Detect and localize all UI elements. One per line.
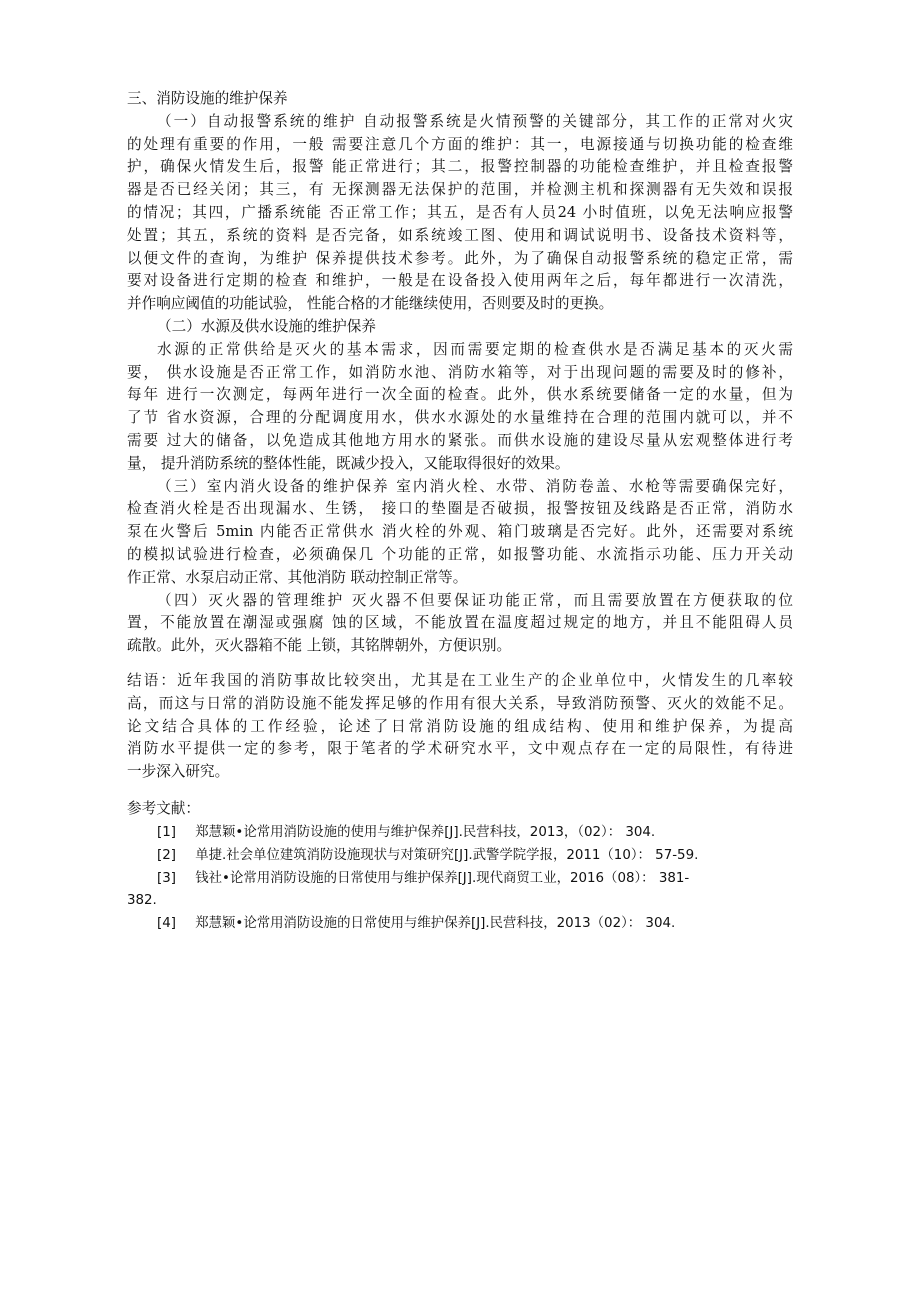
spacer [127,784,793,798]
paragraph-line: 要， 供水设施是否正常工作，如消防水池、消防水箱等，对于出现问题的需要及时的修补， [127,363,793,381]
paragraph-line: 高，而这与日常的消防设施不能发挥足够的作用有很大关系，导致消防预警、灭火的效能不足。 [127,694,793,712]
references-list [127,822,793,936]
paragraph-water-supply [127,339,793,476]
references-title: 参考文献： [127,799,200,817]
paragraph-line: 泵在火警后 5min 内能否正常供水 消火栓的外观、箱门玻璃是否完好。此外，还需要对系统 [127,523,793,541]
paragraph-auto-alarm [127,111,793,316]
reference-item [127,913,793,936]
paragraph-line: 了节 省水资源，合理的分配调度用水，供水水源处的水量维持在合理的范围内就可以，并不 [127,409,793,427]
paragraph-indoor-hydrant [127,476,793,590]
paragraph-line: （三）室内消火设备的维护保养 室内消火栓、水带、消防卷盖、水枪等需要确保完好， [157,477,793,495]
paragraph-line: 论文结合具体的工作经验，论述了日常消防设施的组成结构、使用和维护保养，为提高 [127,717,793,735]
paragraph-line: 需要 过大的储备，以免造成其他地方用水的紧张。而供水设施的建设尽量从宏观整体进行考 [127,431,793,449]
reference-item [127,822,793,845]
conclusion-paragraph [127,670,793,784]
paragraph-line: 结语：近年我国的消防事故比较突出，尤其是在工业生产的企业单位中，火情发生的几率较 [127,671,793,689]
paragraph-line: 作正常、水泵启动正常、其他消防 联动控制正常等。 [127,568,468,586]
subsection-heading-water: （二）水源及供水设施的维护保养 [157,317,376,335]
paragraph-line: 以便文件的查询，为维护 保养提供技术参考。此外，为了确保自动报警系统的稳定正常，需 [127,249,793,267]
paragraph-line: 检查消火栓是否出现漏水、生锈， 接口的垫圈是否破损，报警按钮及线路是否正常，消防水 [127,500,793,518]
paragraph-line: 量， 提升消防系统的整体性能，既减少投入，又能取得很好的效果。 [127,454,570,472]
paragraph-extinguisher [127,590,793,658]
paragraph-line: 的模拟试验进行检查，必须确保几 个功能的正常，如报警功能、水流指示功能、压力开关动 [127,545,793,563]
paragraph-line: 护，确保火情发生后，报警 能正常进行；其二，报警控制器的功能检查维护，并且检查报警 [127,158,793,176]
paragraph-line: 并作响应阈值的功能试验， 性能合格的才能继续使用，否则要及时的更换。 [127,295,614,313]
reference-text: 单捷.社会单位建筑消防设施现状与对策研究[J].武警学院学报，2011（10）： 57-59. [195,847,699,863]
paragraph-line: 疏散。此外，灭火器箱不能 上锁，其铭牌朝外，方便识别。 [127,637,512,655]
paragraph-line: 一步深入研究。 [127,763,230,781]
paragraph-line: 器是否已经关闭；其三，有 无探测器无法保护的范围，并检测主机和探测器有无失效和误报 [127,181,793,199]
document-page [127,88,793,936]
reference-text: 钱社•论常用消防设施的日常使用与维护保养[J].现代商贸工业，2016（08）： 381- [195,870,690,886]
spacer [127,658,793,670]
reference-number: [3] [157,870,176,886]
reference-number: [4] [157,916,176,932]
paragraph-line: 的情况；其四，广播系统能 否正常工作；其五，是否有人员24 小时值班，以免无法响应报警 [127,203,793,221]
reference-text: 郑慧颖•论常用消防设施的使用与维护保养[J].民营科技，2013，（02）： 304. [195,824,656,840]
reference-number: [1] [157,824,176,840]
paragraph-line: 处置；其五，系统的资料 是否完备，如系统竣工图、使用和调试说明书、设备技术资料等， [127,226,793,244]
paragraph-line: 每年 进行一次测定，每两年进行一次全面的检查。此外，供水系统要储备一定的水量，但为 [127,386,793,404]
paragraph-line: （一）自动报警系统的维护 自动报警系统是火情预警的关键部分，其工作的正常对火灾 [157,112,793,130]
reference-continuation: 382. [127,893,157,909]
paragraph-line: （四）灭火器的管理维护 灭火器不但要保证功能正常，而且需要放置在方便获取的位 [157,591,793,609]
section-heading: 三、消防设施的维护保养 [127,90,288,107]
paragraph-line: 的处理有重要的作用，一般 需要注意几个方面的维护：其一，电源接通与切换功能的检查维 [127,135,793,153]
paragraph-line: 消防水平提供一定的参考，限于笔者的学术研究水平，文中观点存在一定的局限性，有待进 [127,740,793,758]
reference-item [127,845,793,868]
paragraph-line: 水源的正常供给是灭火的基本需求，因而需要定期的检查供水是否满足基本的灭火需 [157,340,793,358]
paragraph-line: 置，不能放置在潮湿或强腐 蚀的区域，不能放置在温度超过规定的地方，并且不能阻碍人员 [127,614,793,632]
reference-number: [2] [157,847,176,863]
paragraph-line: 要对设备进行定期的检查 和维护，一般是在设备投入使用两年之后，每年都进行一次清洗， [127,272,793,290]
reference-item [127,868,793,891]
reference-text: 郑慧颖•论常用消防设施的日常使用与维护保养[J].民营科技，2013（02）： 304. [195,916,676,932]
